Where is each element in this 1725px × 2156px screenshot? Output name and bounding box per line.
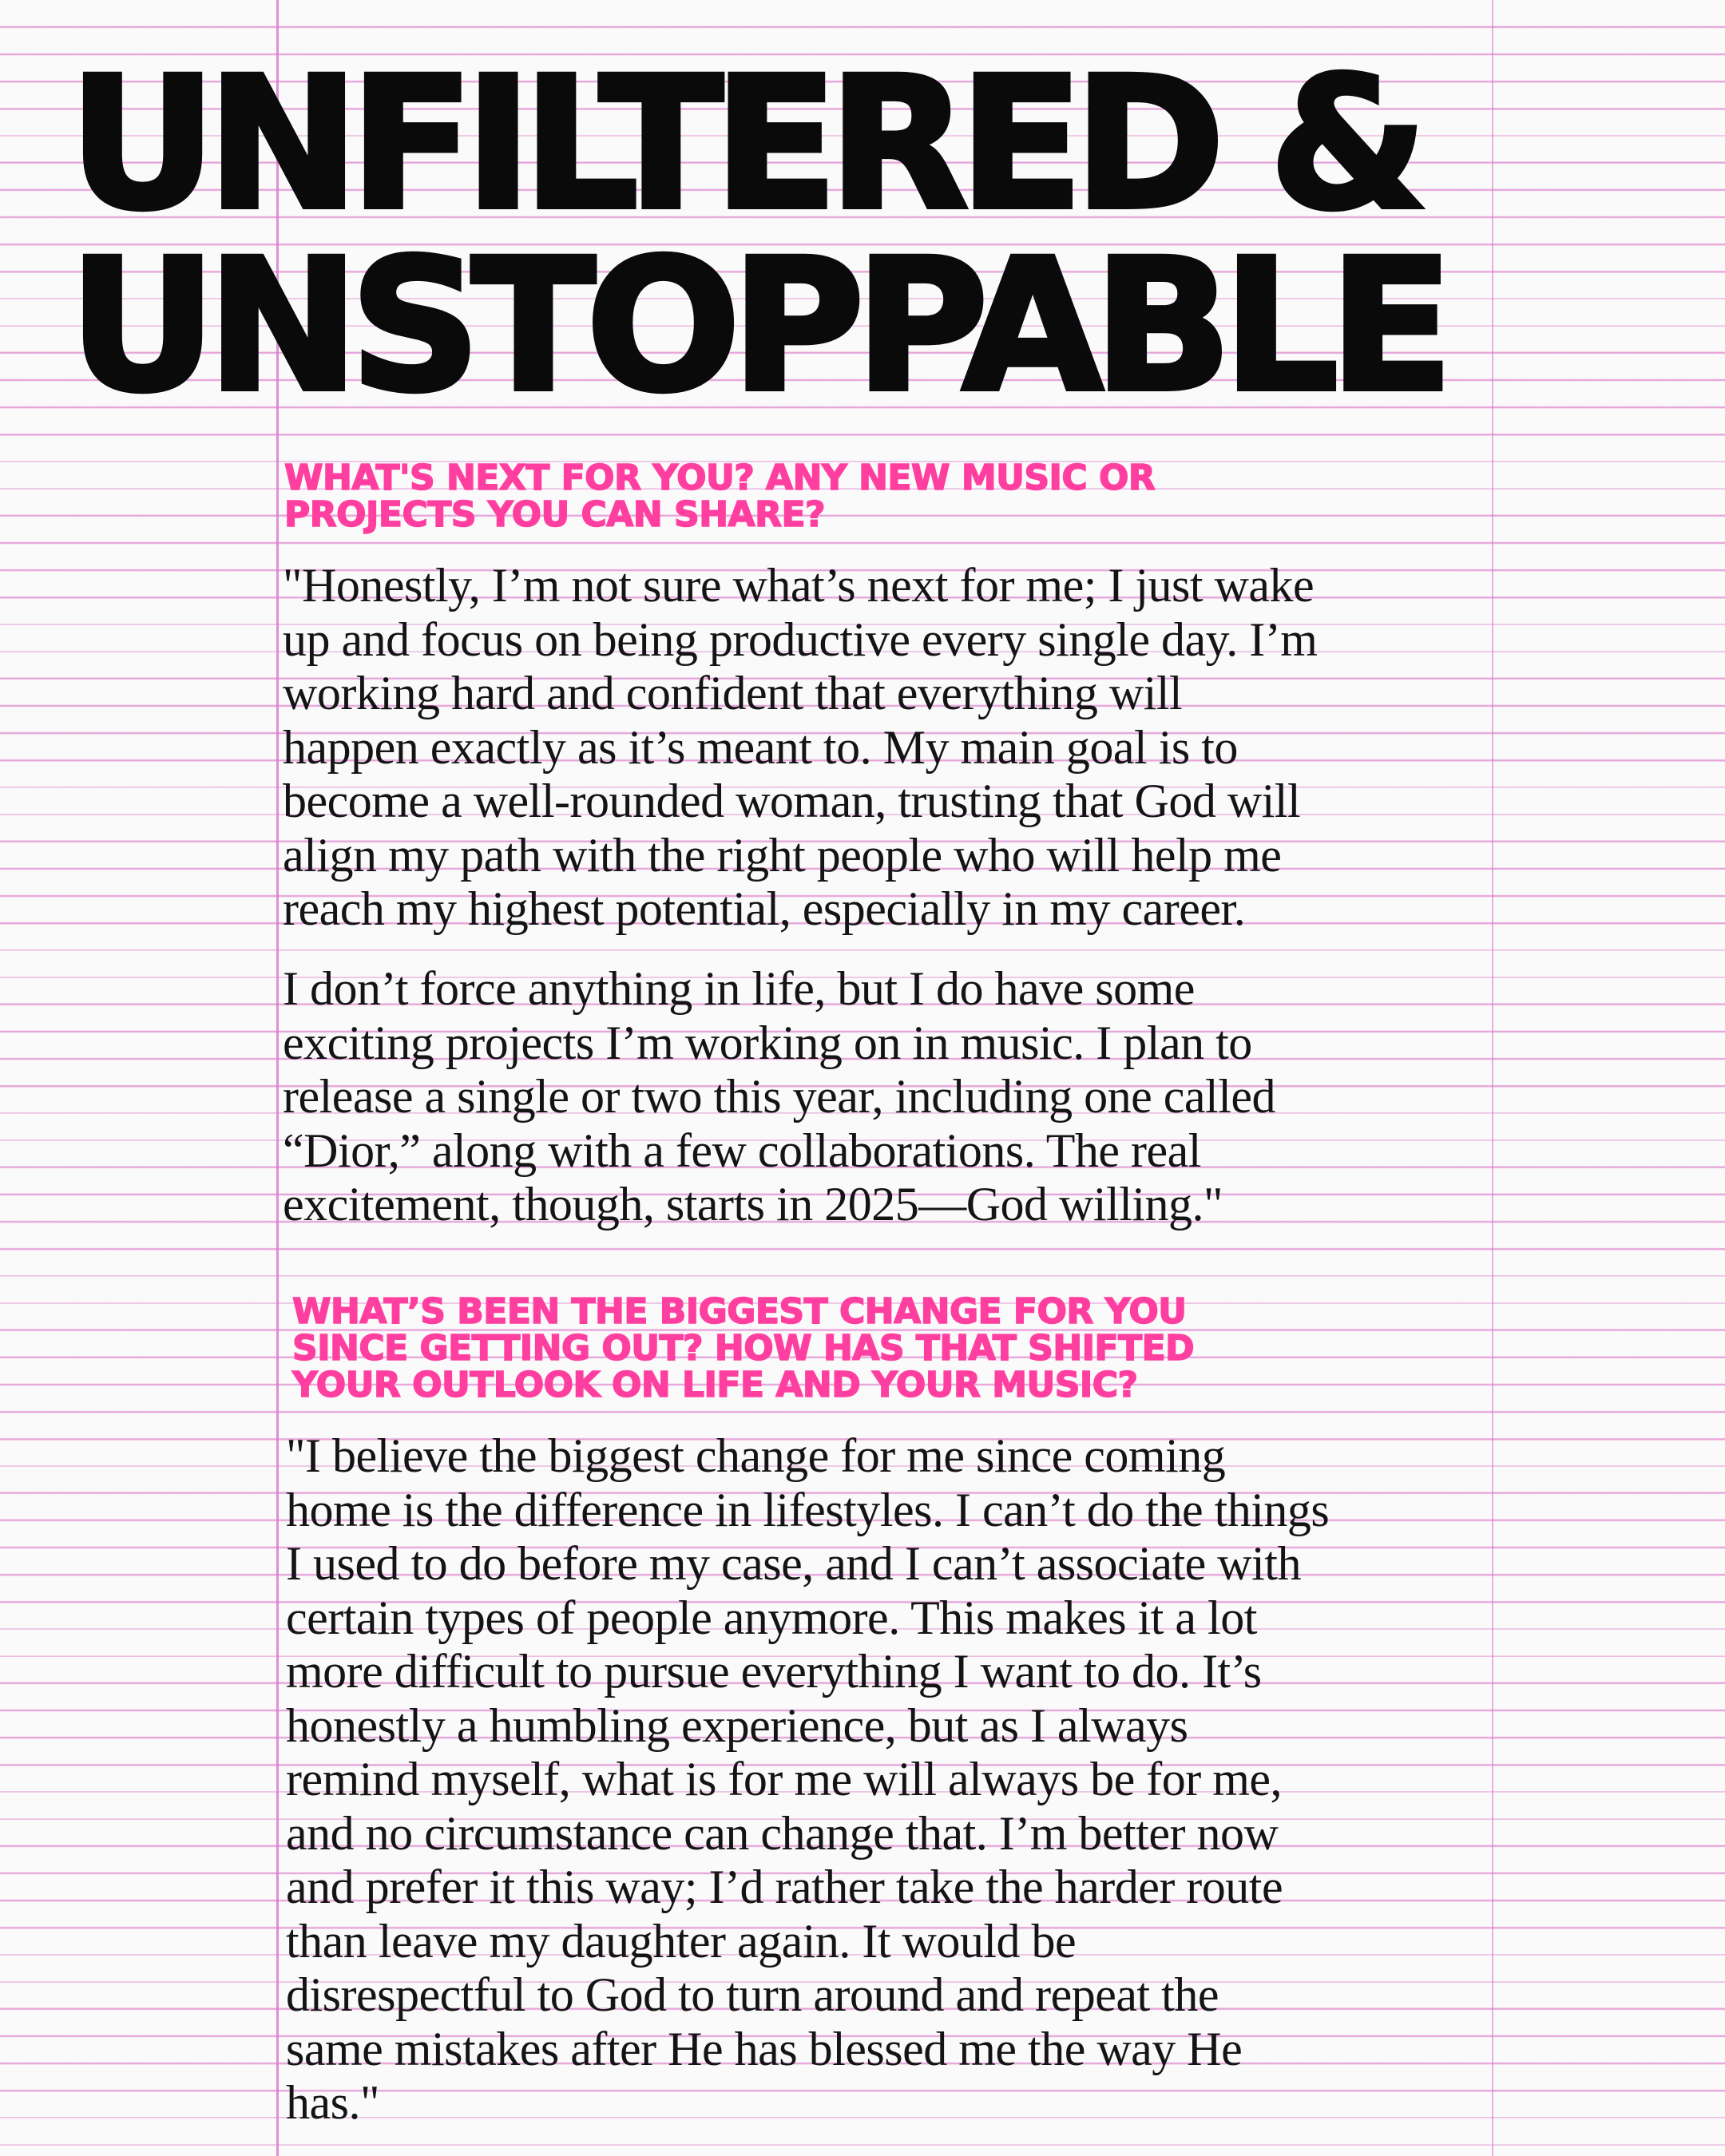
question-line: SINCE GETTING OUT? HOW HAS THAT SHIFTED [292, 1328, 1195, 1369]
answer-line: excitement, though, starts in 2025—God willing." [283, 1178, 1223, 1231]
answer-line: same mistakes after He has blessed me the way He [286, 2022, 1243, 2075]
notebook-margin-line-right [1492, 0, 1493, 2156]
question-line: YOUR OUTLOOK ON LIFE AND YOUR MUSIC? [292, 1365, 1138, 1405]
title-line-2: UNSTOPPABLE [69, 220, 1445, 432]
question-line: WHAT’S BEEN THE BIGGEST CHANGE FOR YOU [292, 1291, 1187, 1332]
page-title [69, 38, 1445, 432]
answer-line: has." [286, 2076, 379, 2129]
answer-line: "I believe the biggest change for me since coming [286, 1429, 1226, 1482]
answer-line: up and focus on being productive every single day. I’m [283, 612, 1318, 666]
answer-line: and prefer it this way; I’d rather take the harder route [286, 1861, 1283, 1913]
answer-line: honestly a humbling experience, but as I always [286, 1698, 1188, 1752]
answer-line: and no circumstance can change that. I’m better now [286, 1806, 1279, 1860]
answer-line: I don’t force anything in life, but I do have some [283, 962, 1195, 1015]
answer-line: happen exactly as it’s meant to. My main goal is to [283, 720, 1238, 774]
answer-line: “Dior,” along with a few collaborations. The real [283, 1124, 1201, 1177]
answer-line: certain types of people anymore. This makes it a lot [286, 1591, 1257, 1644]
answer-line: "Honestly, I’m not sure what’s next for me; I just wake [283, 559, 1315, 612]
answer-line: working hard and confident that everything will [283, 667, 1183, 719]
answer-1-paragraph-1 [283, 559, 1481, 937]
answer-line: I used to do before my case, and I can’t associate with [286, 1537, 1301, 1590]
question-2 [292, 1291, 1474, 1405]
title-line-1: UNFILTERED & [69, 38, 1419, 250]
answer-line: exciting projects I’m working on in music. I plan to [283, 1016, 1252, 1069]
question-line: PROJECTS YOU CAN SHARE? [284, 494, 826, 535]
answer-1-paragraph-2 [283, 962, 1481, 1232]
answer-line: align my path with the right people who will help me [283, 828, 1282, 882]
question-1 [284, 460, 1466, 533]
answer-line: become a well-rounded woman, trusting that God will [283, 775, 1301, 827]
answer-line: than leave my daughter again. It would be [286, 1914, 1077, 1968]
answer-line: reach my highest potential, especially in my career. [283, 882, 1246, 935]
answer-line: disrespectful to God to turn around and repeat the [286, 1968, 1219, 2021]
answer-line: release a single or two this year, including one called [283, 1070, 1275, 1123]
question-line: WHAT'S NEXT FOR YOU? ANY NEW MUSIC OR [284, 458, 1156, 498]
answer-line: more difficult to pursue everything I want to do. It’s [286, 1645, 1262, 1698]
answer-line: home is the difference in lifestyles. I can’t do the things [286, 1483, 1330, 1536]
answer-line: remind myself, what is for me will always be for me, [286, 1753, 1283, 1805]
answer-2 [286, 1429, 1484, 2130]
